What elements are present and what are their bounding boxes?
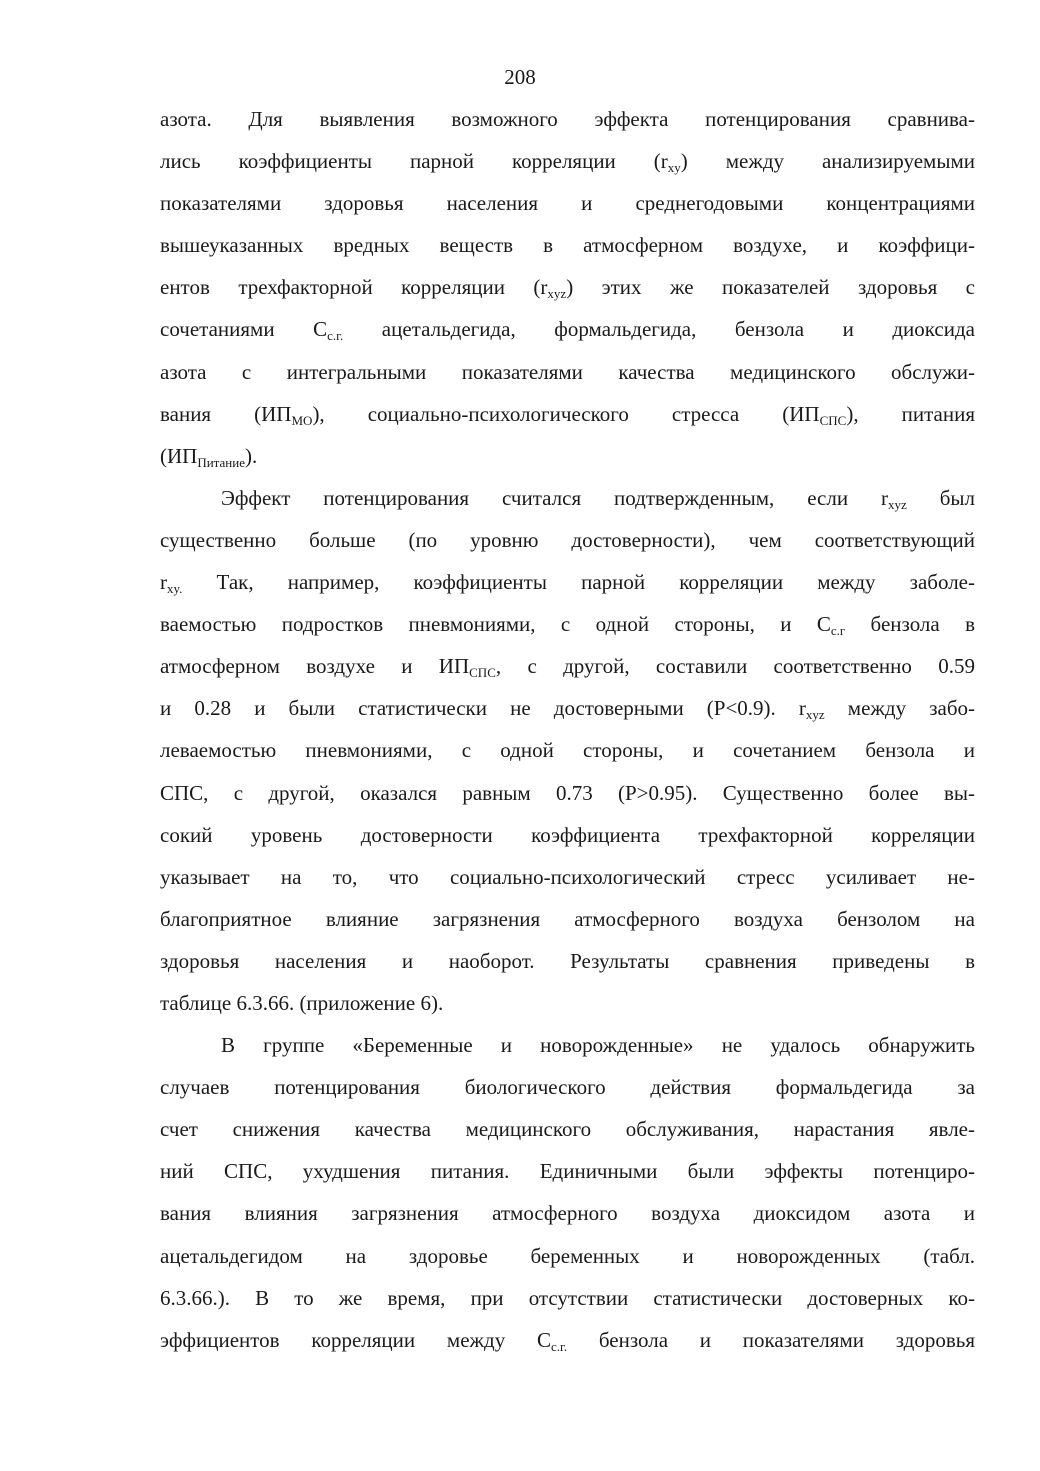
text-run: Так, например, коэффициенты парной корреляции между заболе- — [182, 570, 975, 595]
text-run: СПС, с другой, оказался равным 0.73 (Р>0.95). Существенно более вы- — [160, 780, 975, 805]
text-run: эффициентов корреляции между С — [160, 1327, 551, 1352]
text-line — [160, 182, 975, 224]
text-run: сочетаниями С — [160, 317, 328, 342]
text-run: (ИП — [160, 443, 198, 468]
text-run: ацетальдегидом на здоровье беременных и новорожденных (табл. — [160, 1243, 975, 1268]
text-line — [160, 856, 975, 898]
text-run: , с другой, составили соответственно 0.59 — [495, 654, 975, 679]
text-run: благоприятное влияние загрязнения атмосферного воздуха бензолом на — [160, 906, 975, 931]
text-run: 6.3.66.). В то же время, при отсутствии статистически достоверных ко- — [160, 1285, 975, 1310]
text-run: случаев потенцирования биологического действия формальдегида за — [160, 1075, 975, 1100]
text-line — [160, 814, 975, 856]
text-run: существенно больше (по уровню достоверности), чем соответствующий — [160, 527, 975, 552]
text-run: показателями здоровья населения и среднегодовыми концентрациями — [160, 191, 975, 216]
subscript: с.г — [830, 623, 846, 639]
text-run: вышеуказанных вредных веществ в атмосферном воздухе, и коэффици- — [160, 233, 975, 258]
text-line — [160, 477, 975, 519]
text-run: леваемостью пневмониями, с одной стороны, и сочетанием бензола и — [160, 738, 975, 763]
text-run: ний СПС, ухудшения питания. Единичными были эффекты потенциро- — [160, 1159, 975, 1184]
text-line — [160, 1319, 975, 1361]
text-run: вания влияния загрязнения атмосферного воздуха диоксидом азота и — [160, 1201, 975, 1226]
text-line — [160, 435, 975, 477]
text-line — [160, 603, 975, 645]
text-line — [160, 140, 975, 182]
subscript: с.г. — [327, 328, 344, 344]
text-line — [160, 645, 975, 687]
text-run: атмосферном воздухе и ИП — [160, 654, 470, 679]
text-line — [160, 224, 975, 266]
subscript: xy. — [167, 581, 183, 597]
text-run: бензола и показателями здоровья — [567, 1327, 975, 1352]
text-line — [160, 940, 975, 982]
subscript: xyz — [888, 496, 907, 512]
text-run: В группе «Беременные и новорожденные» не удалось обнаружить — [221, 1033, 975, 1058]
text-run: азота. Для выявления возможного эффекта потенцирования сравнива- — [160, 107, 975, 131]
subscript: с.г. — [550, 1338, 568, 1354]
text-run: бензола в — [845, 612, 976, 637]
subscript: Питание — [197, 454, 245, 470]
text-run: сокий уровень достоверности коэффициента трехфакторной корреляции — [160, 822, 975, 847]
subscript: СПС — [819, 412, 847, 428]
text-run: был — [906, 485, 975, 510]
document-body — [160, 98, 975, 1361]
text-line — [160, 1277, 975, 1319]
text-run: ), социально-психологического стресса (ИП — [312, 401, 820, 426]
subscript: МО — [291, 412, 313, 428]
text-line — [160, 519, 975, 561]
text-line — [160, 1150, 975, 1192]
text-line — [160, 308, 975, 350]
text-line — [160, 982, 975, 1024]
text-run: r — [160, 570, 167, 595]
text-run: Эффект потенцирования считался подтвержденным, если r — [221, 485, 889, 510]
text-run: ацетальдегида, формальдегида, бензола и диоксида — [343, 317, 975, 342]
text-run: ентов трехфакторной корреляции (r — [160, 275, 548, 300]
subscript: xy — [667, 160, 681, 176]
text-line — [160, 561, 975, 603]
page-number: 208 — [504, 65, 536, 89]
text-line — [160, 351, 975, 393]
text-run: здоровья населения и наоборот. Результаты сравнения приведены в — [160, 948, 975, 973]
text-run: вания (ИП — [160, 401, 292, 426]
text-line — [160, 687, 975, 729]
text-run: указывает на то, что социально-психологический стресс усиливает не- — [160, 864, 975, 889]
text-line — [160, 98, 975, 140]
text-line — [160, 898, 975, 940]
text-line — [160, 772, 975, 814]
subscript: СПС — [469, 665, 496, 681]
text-run: ) между анализируемыми — [680, 149, 975, 174]
text-run: лись коэффициенты парной корреляции (r — [160, 149, 668, 174]
text-run: таблице 6.3.66. (приложение 6). — [160, 990, 444, 1015]
text-line — [160, 1066, 975, 1108]
text-line — [160, 729, 975, 771]
text-line — [160, 1024, 975, 1066]
text-run: между забо- — [824, 696, 975, 721]
subscript: xyz — [805, 707, 825, 723]
subscript: xyz — [547, 286, 567, 302]
text-run: ), питания — [846, 401, 975, 426]
text-run: ). — [244, 443, 258, 468]
text-run: и 0.28 и были статистически не достоверными (Р<0.9). r — [160, 696, 806, 721]
text-line — [160, 1108, 975, 1150]
text-line — [160, 266, 975, 308]
text-line — [160, 1192, 975, 1234]
text-run: азота с интегральными показателями качества медицинского обслужи- — [160, 359, 975, 384]
text-line — [160, 1235, 975, 1277]
text-line — [160, 393, 975, 435]
text-run: счет снижения качества медицинского обслуживания, нарастания явле- — [160, 1117, 975, 1142]
text-run: ) этих же показателей здоровья с — [566, 275, 975, 300]
text-run: ваемостью подростков пневмониями, с одной стороны, и С — [160, 612, 831, 637]
